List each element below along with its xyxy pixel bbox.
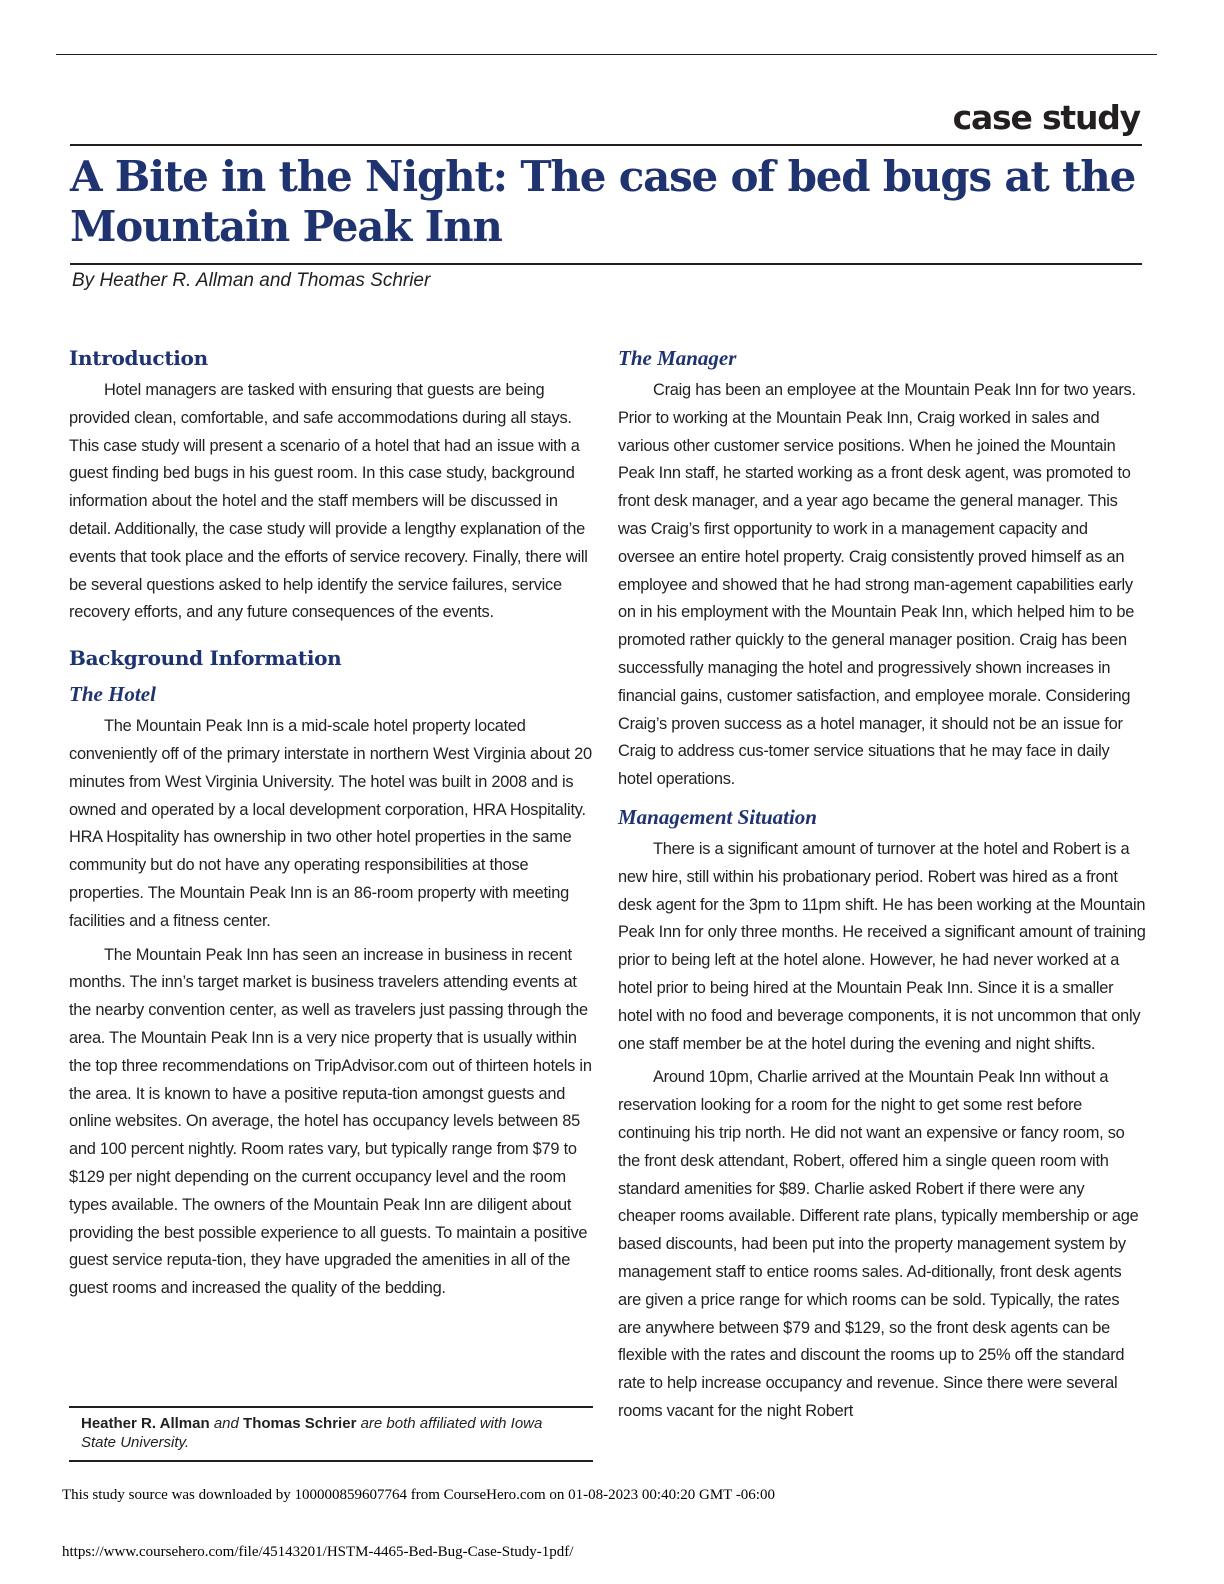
article-title — [70, 152, 1150, 252]
title-rule — [70, 263, 1142, 265]
hotel-paragraph-1: The Mountain Peak Inn is a mid-scale hotel property located conveniently off of the primary interstate in northern West Virginia about 20 minutes from West Virginia University. The hotel was built in 2008 and is owned and operated by a local development corporation, HRA Hospitality. HRA Hospitality has ownership in two other hotel properties in the same community but do not have any operating responsibilities at those properties. The Mountain Peak Inn is an 86-room property with meeting facilities and a fitness center. — [69, 717, 592, 930]
download-source-notice: This study source was downloaded by 100000859607764 from CourseHero.com on 01-08-2023 00:40:20 GMT -06:00 — [62, 1487, 775, 1503]
situation-paragraph-1: There is a significant amount of turnover at the hotel and Robert is a new hire, still within his probationary period. Robert was hired as a front desk agent for the 3pm to 11pm shift. He has been working at the Mountain Peak Inn for only three months. He received a significant amount of training prior to being left at the hotel alone. However, he had never worked at a hotel prior to being hired at the Mountain Peak Inn. Since it is a smaller hotel with no food and beverage components, it is not uncommon that only one staff member be at the hotel during the evening and night shifts. — [618, 839, 1146, 1053]
author-affiliation-box — [69, 1406, 593, 1462]
footnote-author-2: Thomas Schrier — [243, 1415, 357, 1432]
section-label-rule — [70, 144, 1142, 146]
manager-subheading: The Manager — [618, 346, 737, 370]
title-line-2: Mountain Peak Inn — [70, 202, 502, 251]
hotel-subheading: The Hotel — [69, 682, 156, 707]
introduction-paragraph: Hotel managers are tasked with ensuring that guests are being provided clean, comfortable, and safe accommodations during all stays. This case study will present a scenario of a hotel that had an issue with a guest finding bed bugs in his guest room. In this case study, background information about the hotel and the staff members will be discussed in detail. Additionally, the case study will provide a lengthy explanation of the events that took place and the efforts of service recovery. Finally, there will be several questions asked to help identify the service failures, service recovery efforts, and any future consequences of the events. — [69, 381, 588, 622]
background-heading: Background Information — [69, 646, 342, 671]
title-line-1: A Bite in the Night: The case of bed bugs at the — [70, 152, 1136, 201]
section-label: case study — [952, 98, 1140, 137]
right-column — [618, 345, 1146, 1426]
footnote-joiner: and — [209, 1415, 244, 1432]
management-situation-subheading: Management Situation — [618, 804, 817, 829]
hotel-paragraph-2: The Mountain Peak Inn has seen an increase in business in recent months. The inn’s target market is business travelers attending events at the nearby convention center, as well as travelers just passing through the area. The Mountain Peak Inn is a very nice property that is usually within the top three recommendations on TripAdvisor.com out of thirteen hotels in the area. It is known to have a positive reputa-tion amongst guests and online websites. On average, the hotel has occupancy levels between 85 and 100 percent nightly. Room rates vary, but typically range from $79 to $129 per night depending on the current occupancy level and the room types available. The owners of the Mountain Peak Inn are diligent about providing the best possible experience to all guests. To maintain a positive guest service reputa-tion, they have upgraded the amenities in all of the guest rooms and increased the quality of the bedding. — [69, 945, 592, 1298]
source-url[interactable]: https://www.coursehero.com/file/45143201/HSTM-4465-Bed-Bug-Case-Study-1pdf/ — [62, 1544, 574, 1560]
situation-paragraph-2: Around 10pm, Charlie arrived at the Mountain Peak Inn without a reservation looking for a room for the night to get some rest before continuing his trip north. He did not want an expensive or fancy room, so the front desk attendant, Robert, offered him a single queen room with standard amenities for $89. Charlie asked Robert if there were any cheaper rooms available. Different rate plans, typically membership or age based discounts, had been put into the property management system by management staff to entice rooms sales. Ad-ditionally, front desk agents are given a price range for which rooms can be sold. Typically, the rates are anywhere between $79 and $129, so the front desk agents can be flexible with the rates and discount the rooms up to 25% off the standard rate to help increase occupancy and revenue. Since there were several rooms vacant for the night Robert — [618, 1068, 1139, 1420]
left-column — [69, 345, 593, 1303]
footnote-author-1: Heather R. Allman — [81, 1415, 210, 1432]
footnote-affiliation: are both affiliated with Iowa State University. — [81, 1415, 543, 1451]
top-rule — [56, 54, 1157, 55]
byline: By Heather R. Allman and Thomas Schrier — [72, 270, 431, 291]
introduction-heading: Introduction — [69, 346, 208, 370]
manager-paragraph: Craig has been an employee at the Mountain Peak Inn for two years. Prior to working at the Mountain Peak Inn, Craig worked in sales and various other customer service positions. When he joined the Mountain Peak Inn staff, he started working as a front desk agent, was promoted to front desk manager, and a year ago became the general manager. This was Craig’s first opportunity to work in a management capacity and oversee an entire hotel property. Craig consistently proved himself as an employee and showed that he had strong man-agement capabilities early on in his employment with the Mountain Peak Inn, which helped him to be promoted rather quickly to the general manager position. Craig has been successfully managing the hotel and progressively shown increases in financial gains, customer satisfaction, and employee morale. Considering Craig’s proven success as a hotel manager, it should not be an issue for Craig to address cus-tomer service situations that he may face in daily hotel operations. — [618, 381, 1136, 789]
